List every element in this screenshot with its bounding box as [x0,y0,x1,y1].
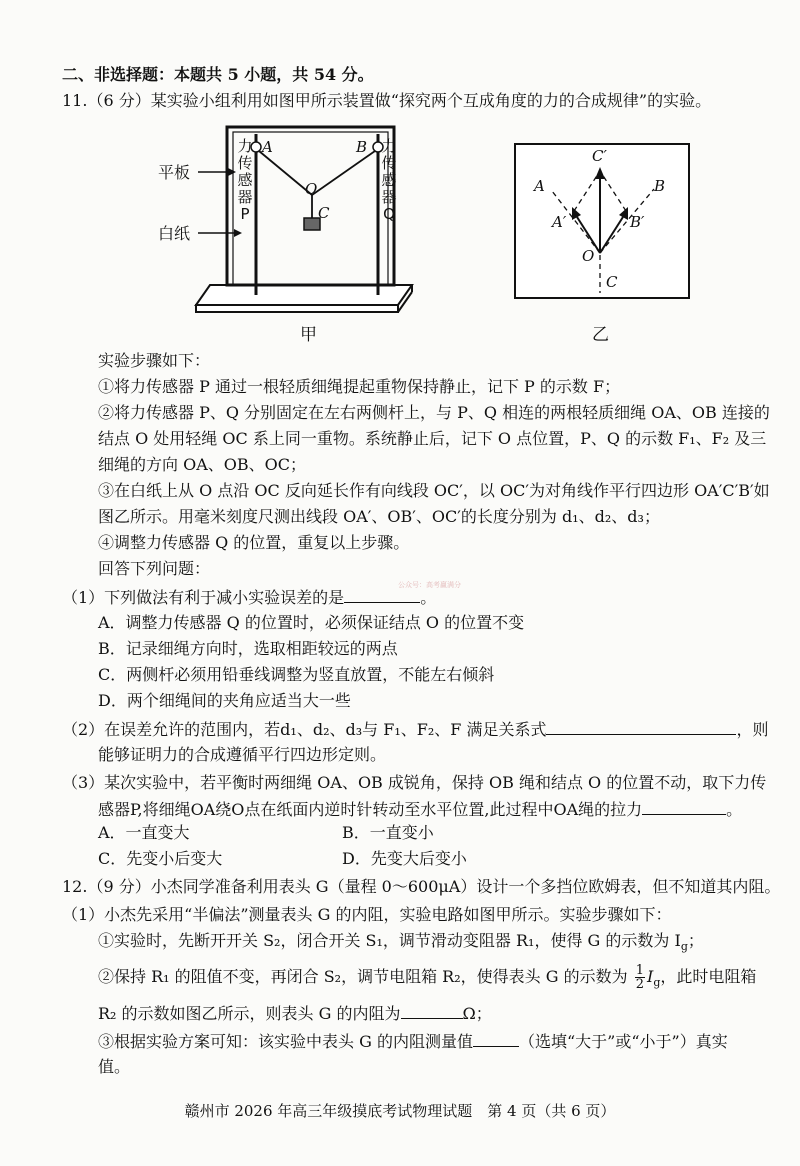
sensor-p-label: 力 传 感 器 P [237,137,253,223]
yi-a-prime: A′ [552,213,567,231]
sensor-q-label: 力 传 感 器 Q [381,137,397,223]
q11-stem: 11.（6 分）某实验小组利用如图甲所示装置做“探究两个互成角度的力的合成规律”的实验。 [62,91,712,110]
answer-blank-1[interactable] [344,586,420,603]
label-paper: 白纸 [158,224,191,243]
step-2-line-3: 细绳的方向 OA、OB、OC； [98,455,306,474]
q11-sub2-line-2: 能够证明力的合成遵循平行四边形定则。 [98,745,387,764]
yi-b: B [654,177,666,195]
yi-c: C [606,273,618,291]
answer-blank-4[interactable] [401,1002,463,1019]
q12-step-2-line-2: R₂ 的示数如图乙所示，则表头 G 的内阻为 Ω； [98,1004,492,1023]
step-3-line-1: ③在白纸上从 O 点沿 OC 反向延长作有向线段 OC′，以 OC′为对角线作平行四边形 OA′C′B′如 [98,481,770,500]
q11-sub3-line-1: （3）某次实验中，若平衡时两细绳 OA、OB 成锐角，保持 OB 绳和结点 O 的位置不动，取下力传 [62,773,767,792]
q12-step-2: ②保持 R₁ 的阻值不变，再闭合 S₂，调节电阻箱 R₂，使得表头 G 的示数为 $\frac{1}{2}$ $I_g$，此时电阻箱 [98,963,757,992]
point-o: O [305,180,318,198]
q12-step-3-line-2: 值。 [98,1057,131,1076]
point-c: C [318,204,330,222]
step-2-line-2: 结点 O 处用轻绳 OC 系上同一重物。系统静止后，记下 O 点位置，P、Q 的示数 F₁、F₂ 及三 [98,429,767,448]
figure-yi-caption: 乙 [592,325,609,345]
step-2-line-1: ②将力传感器 P、Q 分别固定在左右两侧杆上，与 P、Q 相连的两根轻质细绳 OA、OB 连接的 [98,403,770,422]
section-title: 二、非选择题：本题共 5 小题，共 54 分。 [62,65,374,84]
q12-step-1: ①实验时，先断开开关 S₂，闭合开关 S₁，调节滑动变阻器 R₁，使得 G 的示数为 $I_g$； [98,931,704,954]
q12-step-3-line-1: ③根据实验方案可知：该实验中表头 G 的内阻测量值 （选填“大于”或“小于”）真实 [98,1032,728,1051]
q11-sub1-option-a: A．调整力传感器 Q 的位置时，必须保证结点 O 的位置不变 [98,613,525,632]
answer-prompt: 回答下列问题： [98,559,211,578]
step-3-line-2: 图乙所示。用毫米刻度尺测出线段 OA′、OB′、OC′的长度分别为 d₁、d₂、d₃； [98,507,660,526]
watermark: 公众号：高考赢满分 [398,581,461,589]
q11-sub3-option-c: C．先变小后变大 [98,849,223,868]
figure-jia [150,120,440,335]
step-4: ④调整力传感器 Q 的位置，重复以上步骤。 [98,533,410,552]
q12-sub1: （1）小杰先采用“半偏法”测量表头 G 的内阻，实验电路如图甲所示。实验步骤如下： [62,905,672,924]
parallelogram-diagram [514,143,690,299]
steps-title: 实验步骤如下： [98,351,211,370]
page-footer: 赣州市 2026 年高三年级摸底考试物理试题 第 4 页（共 6 页） [184,1102,616,1120]
point-b: B [356,138,368,156]
answer-blank-5[interactable] [473,1030,519,1047]
q11-sub3-line-2: 感器P,将细绳OA绕O点在纸面内逆时针转动至水平位置,此过程中OA绳的拉力 。 [98,800,743,819]
q12-stem: 12.（9 分）小杰同学准备利用表头 G（量程 0～600μA）设计一个多挡位欧姆表，但不知道其内阻。 [62,877,781,896]
figure-yi [514,143,690,299]
yi-b-prime: B′ [630,213,645,231]
label-board: 平板 [158,163,191,182]
q11-sub3-option-a: A．一直变大 [98,823,190,842]
answer-blank-3[interactable] [642,798,726,815]
q11-sub2-line-1: （2）在误差允许的范围内，若d₁、d₂、d₃与 F₁、F₂、F 满足关系式 ，则 [62,720,769,739]
q11-sub1-option-c: C．两侧杆必须用铅垂线调整为竖直放置，不能左右倾斜 [98,665,495,684]
yi-c-prime: C′ [592,147,607,165]
half-fraction: $\frac{1}{2}$ [635,963,644,992]
figure-jia-caption: 甲 [300,325,317,345]
step-1: ①将力传感器 P 通过一根轻质细绳提起重物保持静止，记下 P 的示数 F； [98,377,621,396]
q11-sub3-option-d: D．先变大后变小 [342,849,467,868]
yi-o: O [582,247,595,265]
q11-sub1-option-d: D．两个细绳间的夹角应适当大一些 [98,691,351,710]
q11-sub1-option-b: B．记录细绳方向时，选取相距较远的两点 [98,639,398,658]
yi-a: A [534,177,545,195]
q11-sub3-option-b: B．一直变小 [342,823,434,842]
q11-sub1: （1）下列做法有利于减小实验误差的是 。 [62,588,437,607]
point-a: A [262,138,273,156]
answer-blank-2[interactable] [546,718,736,735]
